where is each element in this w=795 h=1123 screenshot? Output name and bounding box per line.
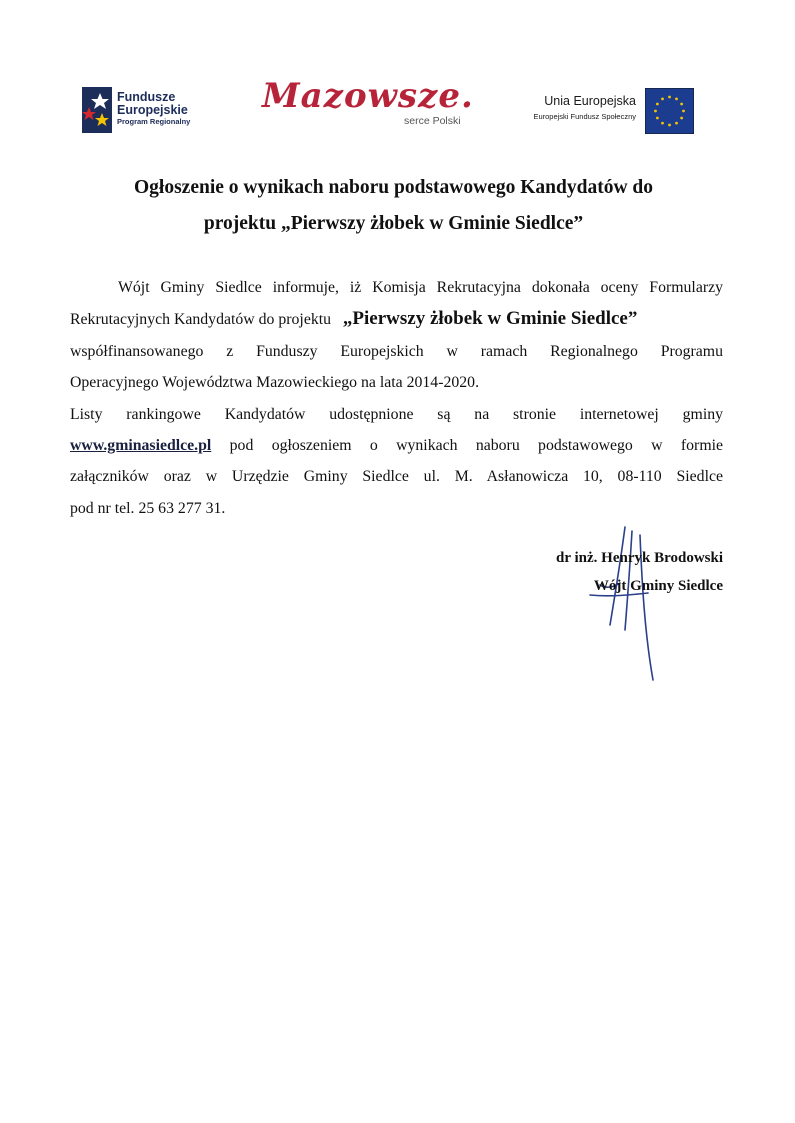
announcement-title-line1: Ogłoszenie o wynikach naboru podstawowego Kandydatów do	[134, 177, 653, 198]
announcement-title-line2: projektu „Pierwszy żłobek w Gminie Siedlce”	[203, 213, 584, 234]
ue-logo-line1: Unia Europejska	[544, 94, 636, 108]
mazowsze-wordmark: Mazowsze.	[262, 76, 474, 116]
eu-star-icon	[654, 110, 657, 113]
announcement-body	[70, 272, 723, 524]
body-line-8: pod nr tel. 25 63 277 31.	[70, 499, 226, 517]
body-line-2-text: Rekrutacyjnych Kandydatów do projektu	[70, 311, 332, 329]
signatory-role: Wójt Gminy Siedlce	[593, 578, 723, 594]
eu-star-icon	[680, 103, 683, 106]
signatory-name: dr inż. Henryk Brodowski	[556, 550, 723, 566]
mazowsze-tagline: serce Polski	[404, 115, 461, 127]
eu-star-icon	[668, 124, 671, 127]
eu-star-icon	[680, 117, 683, 120]
body-line-7: załączników oraz w Urzędzie Gminy Siedlce ul. M. Asłanowicza 10, 08-110 Siedlce	[70, 468, 723, 486]
fe-logo-line2: Europejskie	[117, 102, 188, 117]
eu-star-icon	[661, 122, 664, 125]
eu-star-icon	[675, 97, 678, 100]
fundusze-europejskie-logo	[80, 85, 220, 137]
body-line-3: współfinansowanego z Funduszy Europejskich w ramach Regionalnego Programu	[70, 342, 723, 360]
fe-star-emblem-icon	[80, 85, 114, 135]
ue-logo-line2: Europejski Fundusz Społeczny	[533, 112, 636, 121]
eu-star-icon	[668, 96, 671, 99]
handwritten-signature	[570, 525, 665, 685]
eu-flag-icon	[645, 88, 694, 134]
body-line-1: Wójt Gminy Siedlce informuje, iż Komisja Rekrutacyjna dokonała oceny Formularzy	[118, 279, 723, 296]
unia-europejska-logo	[524, 88, 694, 136]
body-line-2	[70, 303, 723, 335]
eu-star-icon	[661, 97, 664, 100]
fe-logo-line3: Program Regionalny	[117, 117, 191, 126]
eu-star-icon	[682, 110, 685, 113]
body-line-4: Operacyjnego Województwa Mazowieckiego na lata 2014-2020.	[70, 374, 480, 392]
project-name: „Pierwszy żłobek w Gminie Siedlce”	[342, 308, 638, 330]
eu-star-icon	[675, 122, 678, 125]
body-line-5: Listy rankingowe Kandydatów udostępnione są na stronie internetowej gminy	[70, 405, 723, 423]
fe-logo-line1: Fundusze	[117, 90, 176, 104]
body-line-6-text: pod ogłoszeniem o wynikach naboru podstawowego w formie	[229, 437, 724, 455]
body-line-6	[70, 430, 723, 461]
mazowsze-logo	[262, 76, 478, 132]
gmina-website-link[interactable]: www.gminasiedlce.pl	[70, 437, 212, 455]
eu-star-icon	[656, 117, 659, 120]
eu-star-icon	[656, 103, 659, 106]
